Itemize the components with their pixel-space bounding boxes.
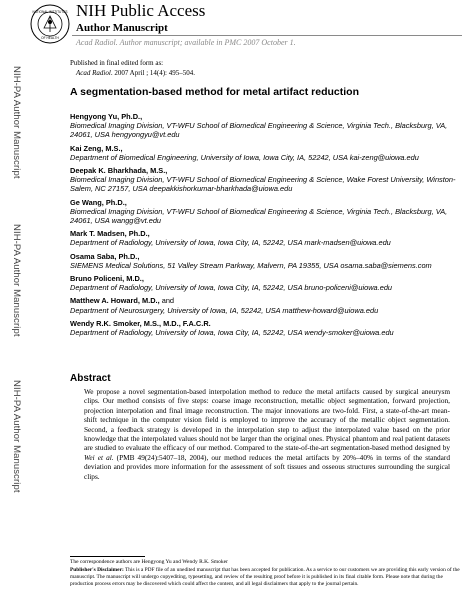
author-name-line — [70, 296, 464, 305]
disclaimer-text: This is a PDF file of an unedited manuscript that has been accepted for publication. As a service to our customers we are providing this early version of the manuscript. The manuscript will undergo copyediting, typesetting, and review of the resulting proof before it is published in its final citable form. Please note that during the production process errors may be discovered which could affect the content, and all legal disclaimers that apply to the journal pertain. — [70, 567, 460, 587]
author-list — [70, 112, 464, 341]
author-manuscript-label: Author Manuscript — [76, 22, 168, 34]
side-watermark-bottom: NIH-PA Author Manuscript — [11, 380, 22, 493]
author-name: Bruno Policeni, M.D., — [70, 274, 144, 284]
published-label: Published in final edited form as: — [70, 59, 164, 67]
correspondence-note: The correspondence authors are Hengyong Yu and Wendy R.K. Smoker — [70, 559, 228, 565]
footnote-divider — [70, 556, 145, 557]
author-affiliation: Biomedical Imaging Division, VT-WFU School of Biomedical Engineering & Science, Wake Forest University, Winston-Salem, NC 27157, USA deepakkishorkumar-bharkhada@uiowa.edu — [70, 175, 456, 194]
journal-name: Acad Radiol — [76, 69, 111, 77]
author-entry — [70, 198, 464, 226]
author-entry — [70, 274, 464, 292]
author-name: Osama Saba, Ph.D., — [70, 251, 140, 261]
abstract-citation-author: Wei et al. — [84, 452, 114, 462]
author-entry — [70, 252, 464, 270]
author-name: Matthew A. Howard, M.D., — [70, 296, 160, 306]
availability-line: Acad Radiol. Author manuscript; available in PMC 2007 October 1. — [76, 38, 296, 47]
nih-public-access-title: NIH Public Access — [76, 1, 206, 20]
author-affiliation: Department of Radiology, University of Iowa, Iowa City, IA, 52242, USA wendy-smoker@uiowa.edu — [70, 328, 394, 338]
header-divider — [72, 35, 462, 36]
author-affiliation: SIEMENS Medical Solutions, 51 Valley Stream Parkway, Malvern, PA 19355, USA osama.saba@siemens.com — [70, 260, 432, 270]
author-name: Ge Wang, Ph.D., — [70, 197, 127, 207]
article-title: A segmentation-based method for metal artifact reduction — [70, 86, 359, 98]
svg-text:NATIONAL INSTITUTES: NATIONAL INSTITUTES — [32, 10, 68, 14]
author-entry — [70, 296, 464, 314]
publisher-disclaimer — [70, 567, 464, 588]
citation-details: . 2007 April ; 14(4): 495–504. — [110, 69, 196, 77]
disclaimer-label: Publisher's Disclaimer: — [70, 567, 124, 573]
author-entry — [70, 166, 464, 194]
author-entry — [70, 112, 464, 140]
abstract-text-part: We propose a novel segmentation-based interpolation method to reduce the metal artifacts caused by surgical aneurysm clips. Our method consists of five steps: coarse image reconstruction, metallic object segmentation, forward projection, projection interpolation and final image reconstruction. The major innovations are two-fold. First, a state-of-the-art mean-shift technique in the computer vision field is employed to improve the accuracy of the metallic object segmentation. Second, a feedback strategy is developed in the interpolation step to adjust the interpolated value based on the prior knowledge that the interpolated values should not be larger than the original ones. Physical phantom and real patient datasets are studied to evaluate the efficacy of our method. Compared to the state-of-the-art segmentation-based method designed by — [84, 387, 450, 453]
author-affiliation: Biomedical Imaging Division, VT-WFU School of Biomedical Engineering & Science, Virginia Tech., Blacksburg, VA, 24061, USA wangg@vt.edu — [70, 206, 448, 226]
abstract-text-part: (PMB 49(24):5407–18, 2004), our method reduces the metal artifacts by 20%–40% in terms of the standard deviation and provides more information for the assessment of soft tissues and osseous structures surrounding the surgical clips. — [84, 452, 450, 481]
author-name: Kai Zeng, M.S., — [70, 143, 123, 153]
citation-line — [76, 69, 195, 78]
author-affiliation: Biomedical Imaging Division, VT-WFU School of Biomedical Engineering & Science, Virginia Tech., Blacksburg, VA, 24061, USA hengyongyu@vt.edu — [70, 121, 448, 140]
author-name: Deepak K. Bharkhada, M.S., — [70, 166, 168, 176]
author-entry — [70, 144, 464, 162]
abstract-body — [84, 387, 450, 481]
author-name: Mark T. Madsen, Ph.D., — [70, 229, 150, 239]
author-affiliation: Department of Radiology, University of Iowa, Iowa City, IA, 52242, USA bruno-policeni@uiowa.edu — [70, 283, 393, 293]
author-conjunction: and — [159, 296, 175, 306]
abstract-heading: Abstract — [70, 373, 111, 384]
author-affiliation: Department of Radiology, University of Iowa, Iowa City, IA, 52242, USA mark-madsen@uiowa.edu — [70, 238, 391, 248]
author-name: Wendy R.K. Smoker, M.S., M.D., F.A.C.R. — [70, 318, 211, 328]
side-watermark-middle: NIH-PA Author Manuscript — [11, 224, 22, 337]
author-affiliation: Department of Biomedical Engineering, University of Iowa, Iowa City, IA, 52242, USA kai-zeng@uiowa.edu — [70, 152, 419, 162]
author-entry — [70, 319, 464, 337]
svg-text:OF HEALTH: OF HEALTH — [41, 36, 59, 40]
author-affiliation: Department of Neurosurgery, University of Iowa, IA, 52242, USA matthew-howard@uiowa.edu — [70, 305, 379, 315]
nih-seal-logo — [30, 4, 70, 44]
author-entry — [70, 229, 464, 247]
side-watermark-top: NIH-PA Author Manuscript — [11, 66, 22, 179]
author-name: Hengyong Yu, Ph.D., — [70, 112, 143, 121]
